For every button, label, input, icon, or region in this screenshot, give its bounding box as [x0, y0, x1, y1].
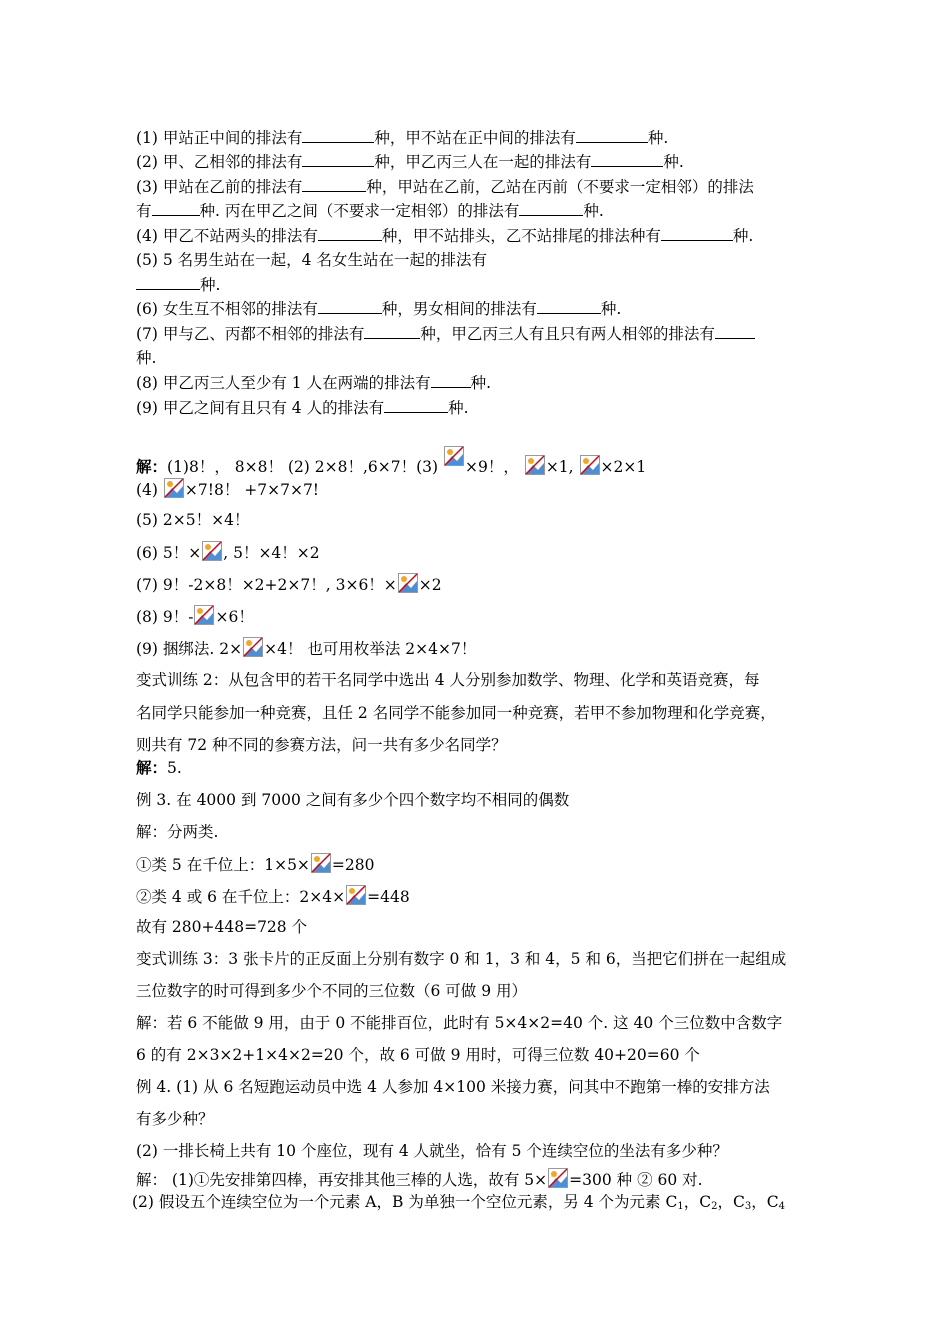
question-1-text-3: 种.	[647, 129, 669, 147]
answer-blank	[537, 299, 601, 314]
answer-text: (1)8！， 8×8！ (2) 2×8！,6×7！(3)	[167, 458, 444, 476]
answer-text: (5) 2×5！×4！	[136, 511, 250, 529]
answer-blank	[661, 226, 733, 241]
question-6-text-2: 种，男女相间的排法有	[381, 300, 537, 318]
question-6-text: (6) 女生互不相邻的排法有	[136, 300, 318, 318]
question-8	[136, 373, 491, 393]
answer-blank	[152, 201, 200, 216]
question-6	[136, 299, 621, 319]
question-4-text: (4) 甲乙不站两头的排法有	[136, 227, 318, 245]
question-7-text-2: 种，甲乙丙三人有且只有两人相邻的排法有	[420, 325, 715, 343]
paragraph-text: 三位数字的时可得到多少个不同的三位数（6 可做 9 用）	[136, 982, 528, 1000]
answer-text: ×2	[418, 576, 442, 594]
subscript: 4	[778, 1201, 785, 1212]
question-3-text-5: 种.	[583, 202, 604, 220]
paragraph-text: 则共有 72 种不同的参赛方法，问一共有多少名同学？	[136, 736, 507, 754]
answer-blank	[318, 226, 382, 241]
question-7-text-3: 种.	[136, 349, 157, 367]
question-3-text: (3) 甲站在乙前的排法有	[136, 178, 303, 196]
question-2-text-2: 种，甲乙丙三人在一起的排法有	[374, 153, 592, 171]
question-1	[136, 128, 668, 148]
answer-line-7	[136, 637, 476, 659]
answer-text: 5.	[167, 759, 182, 777]
answer-blank	[384, 398, 448, 413]
formula-image-icon	[398, 573, 418, 593]
paragraph-text: 名同学只能参加一种竞赛，且任 2 名同学不能参加同一种竞赛，若甲不参加物理和化学竞赛，	[136, 704, 776, 722]
paragraph-text: =300 种 ② 60 对.	[569, 1171, 703, 1189]
question-7	[136, 324, 755, 344]
answer-blank	[591, 152, 663, 167]
question-9-text: (9) 甲乙之间有且只有 4 人的排法有	[136, 399, 385, 417]
paragraph-text: (2) 假设五个连续空位为一个元素 A，B 为单独一个空位元素，另 4 个为元素 C	[132, 1193, 678, 1211]
answer-text: ×4！ 也可用枚举法 2×4×7！	[264, 640, 477, 658]
paragraph-text: ②类 4 或 6 在千位上：2×4×	[136, 888, 346, 906]
question-4	[136, 226, 753, 246]
paragraph-text: ，C	[717, 1193, 745, 1211]
answer-blank	[302, 152, 374, 167]
formula-image-icon	[202, 541, 222, 561]
question-3	[136, 177, 754, 197]
paragraph-text: ，C	[683, 1193, 712, 1211]
variant-3-line-4	[136, 1045, 700, 1065]
example-4-line-3	[136, 1141, 728, 1161]
variant-2-line-1	[136, 670, 760, 690]
example-4-line-4	[136, 1168, 703, 1190]
variant-2-line-3	[136, 735, 507, 755]
question-8-text: (8) 甲乙丙三人至少有 1 人在两端的排法有	[136, 374, 431, 392]
formula-image-icon	[243, 637, 263, 657]
question-1-text: (1) 甲站正中间的排法有	[136, 129, 303, 147]
question-3-text-2: 种，甲站在乙前，乙站在丙前（不要求一定相邻）的排法	[366, 178, 754, 196]
paragraph-text: 故有 280+448=728 个	[136, 918, 308, 936]
answer-label: 解：	[136, 457, 168, 476]
question-4-text-2: 种，甲不站排头，乙不站排尾的排法种有	[381, 227, 661, 245]
formula-image-icon	[548, 1168, 568, 1188]
answer-text: (7) 9！-2×8！×2+2×7！, 3×6！×	[136, 576, 397, 594]
variant-3-line-2	[136, 981, 527, 1001]
example-3-line-5	[136, 917, 307, 937]
question-5-text: (5) 5 名男生站在一起，4 名女生站在一起的排法有	[136, 251, 487, 269]
question-3-text-4: 种. 丙在甲乙之间（不要求一定相邻）的排法有	[199, 202, 520, 220]
paragraph-text: 解：若 6 不能做 9 用，由于 0 不能排百位，此时有 5×4×2=40 个. 这 40 个三位数中含数字	[136, 1014, 783, 1032]
answer-blank	[136, 275, 200, 290]
answer-text: ×1,	[545, 458, 574, 476]
variant-2-answer	[136, 758, 182, 778]
formula-image-icon	[580, 455, 600, 475]
example-3-title	[136, 790, 569, 810]
answer-line-1	[136, 446, 646, 477]
paragraph-text: 变式训练 2：从包含甲的若干名同学中选出 4 人分别参加数学、物理、化学和英语竞赛，每	[136, 671, 760, 689]
question-3-cont	[136, 201, 604, 221]
question-2	[136, 152, 684, 172]
paragraph-text: 6 的有 2×3×2+1×4×2=20 个，故 6 可做 9 用时，可得三位数 40+20=60 个	[136, 1046, 700, 1064]
answer-line-3	[136, 510, 249, 530]
question-8-text-2: 种.	[470, 374, 492, 392]
question-3-text-3: 有	[136, 202, 152, 220]
answer-blank	[576, 128, 648, 143]
formula-image-icon	[311, 853, 331, 873]
answer-blank	[318, 299, 382, 314]
question-2-text: (2) 甲、乙相邻的排法有	[136, 153, 303, 171]
answer-blank	[715, 324, 755, 339]
question-5	[136, 250, 487, 270]
answer-blank	[302, 128, 374, 143]
paragraph-text: 例 4. (1) 从 6 名短跑运动员中选 4 人参加 4×100 米接力赛，问其中不跑第一棒的安排方法	[136, 1078, 770, 1096]
variant-3-line-3	[136, 1013, 782, 1033]
formula-image-icon	[194, 605, 214, 625]
paragraph-text: 例 3. 在 4000 到 7000 之间有多少个四个数字均不相同的偶数	[136, 791, 570, 809]
answer-text: ×6！	[215, 608, 254, 626]
variant-2-line-2	[136, 703, 776, 723]
question-6-text-3: 种.	[600, 300, 622, 318]
question-9-text-2: 种.	[448, 399, 469, 417]
answer-text: ×2×1	[600, 458, 647, 476]
example-3-line-3	[136, 853, 375, 875]
paragraph-text: 解：分两类.	[136, 823, 219, 841]
answer-blank	[364, 324, 420, 339]
answer-text: (6) 5！×	[136, 544, 202, 562]
subscript: 2	[711, 1201, 718, 1212]
question-2-text-3: 种.	[663, 153, 684, 171]
example-3-line-2	[136, 822, 218, 842]
paragraph-text: (2) 一排长椅上共有 10 个座位，现有 4 人就坐，恰有 5 个连续空位的坐法有多少种？	[136, 1142, 728, 1160]
formula-image-icon	[444, 446, 464, 466]
subscript: 1	[677, 1201, 684, 1212]
answer-text: , 5！×4！×2	[223, 544, 320, 562]
paragraph-text: ，C	[751, 1193, 779, 1211]
answer-text: (8) 9！-	[136, 608, 194, 626]
answer-text: (4)	[136, 481, 163, 499]
example-3-line-4	[136, 885, 410, 907]
paragraph-text: 变式训练 3：3 张卡片的正反面上分别有数字 0 和 1，3 和 4，5 和 6，当把它们拼在一起组成	[136, 950, 787, 968]
subscript: 3	[744, 1201, 752, 1212]
answer-blank	[302, 177, 366, 192]
answer-text: ×9！，	[465, 458, 519, 476]
answer-text: (9) 捆绑法. 2×	[136, 640, 243, 658]
answer-blank	[431, 373, 471, 388]
answer-line-4	[136, 541, 320, 563]
answer-line-6	[136, 605, 254, 627]
question-4-text-3: 种.	[732, 227, 754, 245]
example-4-line-1	[136, 1077, 770, 1097]
paragraph-text: ①类 5 在千位上：1×5×	[136, 856, 310, 874]
formula-image-icon	[525, 455, 545, 475]
example-4-line-2	[136, 1109, 214, 1129]
paragraph-text: =448	[367, 888, 410, 906]
question-9	[136, 398, 469, 418]
answer-label: 解：	[136, 758, 168, 777]
question-5-text-2: 种.	[200, 276, 221, 294]
question-5-cont	[136, 275, 220, 295]
paragraph-text: =280	[331, 856, 375, 874]
question-7-text: (7) 甲与乙、丙都不相邻的排法有	[136, 325, 365, 343]
question-1-text-2: 种，甲不站在正中间的排法有	[374, 129, 576, 147]
variant-3-line-1	[136, 949, 786, 969]
answer-line-2	[136, 478, 319, 500]
answer-line-5	[136, 573, 442, 595]
paragraph-text: 解： (1)①先安排第四棒，再安排其他三棒的人选，故有 5×	[136, 1171, 548, 1189]
answer-text: ×7!8！ +7×7×7!	[184, 481, 320, 499]
formula-image-icon	[346, 885, 366, 905]
question-7-cont	[136, 348, 156, 368]
example-4-line-5	[132, 1192, 785, 1217]
paragraph-text: 有多少种？	[136, 1110, 214, 1128]
formula-image-icon	[164, 478, 184, 498]
answer-blank	[519, 201, 583, 216]
